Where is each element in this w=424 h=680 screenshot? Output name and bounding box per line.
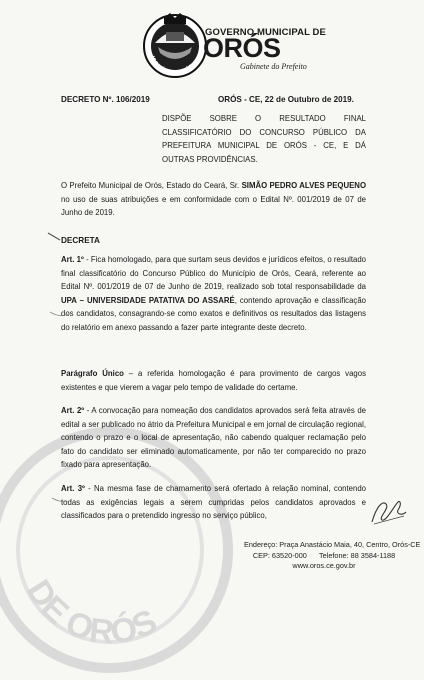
decree-place-date: ORÓS - CE, 22 de Outubro de 2019. [218,95,354,104]
article-3-label: Art. 3º [61,484,85,493]
article-1-text-a: - Fica homologado, para que surtam seus devidos e jurídicos efeitos, o resultado final classificatório do Concurso Público do Município de Orós, Ceará, referente ao Edital Nº. 001/2019 de 07 de Junho de 2019, realizado sob total responsabilidade da [61,255,367,292]
paragrafo-text: – a referida homologação é para provimento de cargos vagos existentes e que vierem a vagar pelo tempo de validade do certame. [61,369,366,392]
intro-rest: no uso de suas atribuições e em conformidade com o Edital Nº. 001/2019 de 07 de Junho de 2019. [61,194,366,218]
footer-website[interactable]: www.oros.ce.gov.br [292,561,356,570]
article-1-text-b: , contendo aprovação e classificação dos candidatos, consagrando-se como exatos e definitivos os resultados das listagens do relatório em anexo passando a fazer parte integrante deste decreto. [61,295,366,332]
decree-number: DECRETO Nº. 106/2019 [61,95,150,104]
seal-ring-text: MUNICÍPIO DE ORÓS [149,55,195,77]
watermark-text: DE ORÓS [18,573,163,652]
article-3-text: - Na mesma fase de chamamento será ofertado à relação nominal, contendo todas as exigências legais a serem cumpridas pelos candidatos aprovados e classificados para o pretendido ingresso no serviço público, [61,484,366,521]
article-1-label: Art. 1º [61,255,84,264]
paragrafo-label: Parágrafo Único [61,369,124,378]
footer-phone: Telefone: 88 3584-1188 [319,550,396,560]
upa-name: UPA – UNIVERSIDADE PATATIVA DO ASSARÉ [61,295,235,305]
footer-cep-phone [244,551,404,562]
decree-subject: DISPÕE SOBRE O RESULTADO FINAL CLASSIFICATÓRIO DO CONCURSO PÚBLICO DA PREFEITURA MUNICIPAL DE ORÓS - CE, E DÁ OUTRAS PROVIDÊNCIAS. [162,114,366,164]
footer-address: Endereço: Praça Anastácio Maia, 40, Centro, Orós-CE [244,540,421,549]
org-name: GOVERNO MUNICIPAL DE [205,27,326,38]
decreta-heading: DECRETA [61,236,100,245]
intro-lead: O Prefeito Municipal de Orós, Estado do Ceará, Sr. [61,181,242,190]
article-2-label: Art. 2º [61,406,85,415]
city-name: ORÓS [203,33,281,63]
footer-cep: CEP: 63520-000 [252,550,307,560]
mayor-name: SIMÃO PEDRO ALVES PEQUENO [241,181,367,190]
article-2-text: - A convocação para nomeação dos candidatos aprovados será feita através de edital a ser publicado no átrio da Prefeitura Municipal e em jornal de circulação regional, contendo o prazo e o local de apresentação, não cabendo qualquer reclamação pelo fato do candidato ser eliminado automaticamente, por não ter comparecido no prazo fixado para apresentação. [61,406,366,470]
org-subtitle: Gabinete do Prefeito [240,62,307,71]
footer-contact [244,540,421,572]
